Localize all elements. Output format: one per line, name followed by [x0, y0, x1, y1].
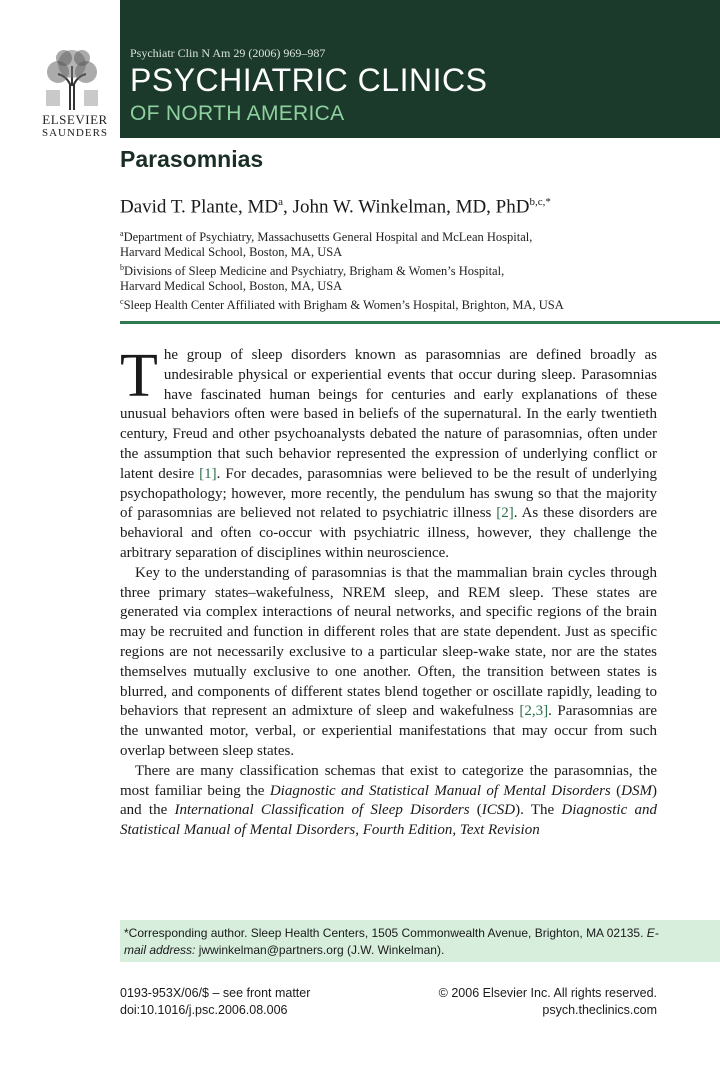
author-name: John W. Winkelman, MD, PhD	[292, 196, 530, 218]
section-divider	[120, 321, 720, 324]
corresponding-author-footnote	[124, 925, 664, 959]
italic-title: Diagnostic and Statistical Manual of Mental Disorders	[269, 782, 611, 799]
author-name: David T. Plante, MD	[120, 196, 279, 218]
journal-title: PSYCHIATRIC CLINICS	[130, 62, 488, 98]
journal-banner	[120, 0, 720, 138]
author-list	[120, 196, 551, 218]
italic-title: Diagnostic and Statistical Manual of Mental Disorders, Fourth Edition, Text Revision	[120, 802, 657, 839]
footnote-email[interactable]: jwwinkelman@partners.org (J.W. Winkelman).	[195, 943, 445, 957]
publisher-imprint: SAUNDERS	[41, 127, 109, 139]
publisher-name: ELSEVIER	[42, 112, 108, 127]
copyright-text: © 2006 Elsevier Inc. All rights reserved.	[438, 986, 657, 1000]
elsevier-logo	[36, 46, 108, 138]
journal-citation: Psychiatr Clin N Am 29 (2006) 969–987	[130, 46, 326, 60]
affiliation-line: Divisions of Sleep Medicine and Psychiatry, Brigham & Women’s Hospital,	[124, 264, 505, 279]
journal-website-link[interactable]: psych.theclinics.com	[542, 1003, 657, 1017]
affiliation-line: Harvard Medical School, Boston, MA, USA	[120, 245, 343, 260]
tree-logo-icon	[40, 46, 104, 110]
paragraph-text: (	[610, 782, 622, 799]
author-affiliation-mark: b,c,*	[529, 196, 551, 208]
footnote-text: *Corresponding author. Sleep Health Centers, 1505 Commonwealth Avenue, Brighton, MA 02135.	[124, 926, 647, 940]
article-body	[120, 342, 658, 841]
italic-title: International Classification of Sleep Disorders	[174, 802, 470, 819]
paragraph-text: . For decades, parasomnias were believed to be the result of underlying psychopathology; however, more recently, the pendulum has swung so that the majority of parasomnias are believed not related to psychiatric illness	[120, 465, 657, 522]
drop-cap: T	[120, 342, 158, 410]
paragraph-text: (	[469, 802, 482, 819]
affiliation-line: Sleep Health Center Affiliated with Brigham & Women’s Hospital, Brighton, MA, USA	[123, 298, 564, 313]
body-paragraph	[120, 342, 658, 564]
affiliation-line: Harvard Medical School, Boston, MA, USA	[120, 279, 343, 294]
journal-subtitle: OF NORTH AMERICA	[130, 102, 345, 125]
affiliation-c	[120, 294, 564, 313]
author-separator: ,	[283, 196, 293, 218]
author-affiliation-mark: a	[278, 196, 284, 208]
paragraph-text: There are many classification schemas that exist to categorize the parasomnias, the most familiar being the	[120, 762, 657, 799]
footer-right	[439, 985, 657, 1019]
paragraph-text: ) and the	[120, 782, 657, 819]
citation-link[interactable]: [2]	[496, 505, 514, 522]
doi-text[interactable]: doi:10.1016/j.psc.2006.08.006	[120, 1003, 288, 1017]
affiliation-b	[120, 260, 504, 294]
article-title: Parasomnias	[120, 146, 264, 172]
paragraph-text: ). The	[515, 802, 562, 819]
citation-link[interactable]: [2,3]	[519, 703, 549, 720]
body-paragraph	[120, 762, 657, 841]
affiliation-mark: a	[120, 229, 124, 238]
affiliation-mark: c	[120, 297, 124, 306]
affiliation-a	[120, 226, 532, 260]
citation-link[interactable]: [1]	[199, 465, 217, 482]
affiliation-line: Department of Psychiatry, Massachusetts General Hospital and McLean Hospital,	[123, 230, 533, 245]
paragraph-text: . As these disorders are behavioral and often co-occur with psychiatric illness, however, they challenge the arbitrary separation of disciplines within neuroscience.	[120, 505, 658, 561]
affiliation-mark: b	[120, 263, 124, 272]
paragraph-text: Key to the understanding of parasomnias is that the mammalian brain cycles through three primary states–wakefulness, NREM sleep, and REM sleep. These states are generated via complex interactions of neural networks, and specific regions of the brain may be recruited and function in different roles that are state dependent. Just as specific regions are not necessarily exclusive to a particular sleep-wake state, nor are the states themselves mutually exclusive to one another. Often, the transition between states is blurred, and components of different states blend together or oscillate rapidly, leading to behaviors that represent an admixture of sleep and wakefulness	[120, 564, 657, 720]
issn-text: 0193-953X/06/$ – see front matter	[120, 986, 311, 1000]
footer-left	[120, 985, 310, 1019]
paragraph-text: . Parasomnias are the unwanted motor, verbal, or experiential manifestations that may occur from such overlap between sleep states.	[120, 703, 657, 759]
body-paragraph	[120, 564, 657, 762]
italic-abbrev: ICSD	[481, 802, 516, 819]
italic-abbrev: DSM	[621, 782, 652, 799]
paragraph-text: he group of sleep disorders known as parasomnias are defined broadly as undesirable physical or experiential events that occur during sleep. Parasomnias have fascinated human beings for centuries and early explanations of these unusual behaviors often were based in beliefs of the supernatural. In the early twentieth century, Freud and other psychoanalysts debated the nature of parasomnias, often under the assumption that such behavior represented the expression of underlying conflict or latent desire	[120, 347, 657, 482]
email-label: E-mail address:	[124, 926, 659, 957]
